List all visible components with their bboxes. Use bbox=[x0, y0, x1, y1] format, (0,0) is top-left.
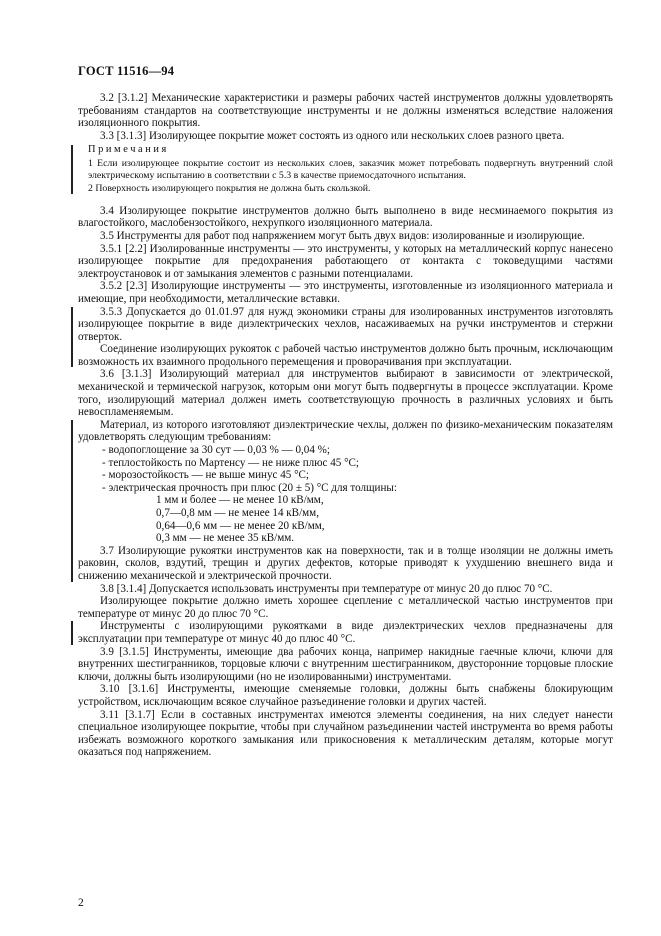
paragraph-3-3: 3.3 [3.1.3] Изолирующее покрытие может состоять из одного или нескольких слоев разного цвета. bbox=[100, 129, 565, 142]
list-subitem: 0,7—0,8 мм — не менее 14 кВ/мм, bbox=[156, 507, 319, 519]
list-subitem: 0,64—0,6 мм — не менее 20 кВ/мм, bbox=[156, 519, 325, 532]
paragraph-3-2: 3.2 [3.1.2] Механические характеристики и размеры рабочих частей инструментов должны удовлетворять требованиям стандартов на соответствующие инструменты и не должны изменяться вследствие наложения изоляционного покрытия. bbox=[78, 92, 613, 130]
notes-title: Примечания bbox=[88, 144, 169, 156]
paragraph-material-requirements: Материал, из которого изготовляют диэлектрические чехлы, должен по физико-механическим показателям удовлетворять следующим требованиям: bbox=[78, 418, 613, 444]
page-header-title: ГОСТ 11516—94 bbox=[78, 64, 175, 78]
list-subitem: 1 мм и более — не менее 10 кВ/мм, bbox=[156, 494, 324, 507]
change-bar bbox=[71, 621, 73, 644]
requirements-list bbox=[78, 444, 613, 545]
revision-block-1 bbox=[78, 306, 613, 369]
paragraph-3-6: 3.6 [3.1.3] Изолирующий материал для инструментов выбирают в зависимости от электрической, механической и термической нагрузок, которым они могут быть подвергнуты в процессе эксплуатации. Кроме того, изолирующий материал должен иметь соответствующую прочность в различных условиях и быть невоспламеняемым. bbox=[78, 368, 613, 419]
note-1: 1 Если изолирующее покрытие состоит из нескольких слоев, заказчик может потребовать подвергнуть внутренний слой электрическому испытанию в соответствии с 5.3 в качестве приемосдаточного испытания. bbox=[88, 157, 613, 181]
change-bar bbox=[71, 420, 73, 582]
notes-block bbox=[78, 144, 613, 194]
paragraph-covers-temperature: Инструменты с изолирующими рукоятками в виде диэлектрических чехлов предназначены для эксплуатации при температуре от минус 40 до плюс 40 °С. bbox=[78, 620, 613, 645]
revision-block-3 bbox=[78, 620, 613, 645]
list-subitem: 0,3 мм — не менее 35 кВ/мм. bbox=[156, 532, 295, 545]
list-item: - электрическая прочность при плюс (20 ± 5) °С для толщины: bbox=[102, 481, 397, 494]
paragraph-3-9: 3.9 [3.1.5] Инструменты, имеющие два рабочих конца, например накидные гаечные ключи, ключи для внутренних шестигранников, торцовые ключи с внутренним шестигранником, двусторонние торцовые плоские ключи, должны быть изолирующими (но не изолированными) инструментами. bbox=[78, 645, 613, 683]
paragraph-3-8: 3.8 [3.1.4] Допускается использовать инструменты при температуре от минус 20 до плюс 70 °С. bbox=[100, 582, 553, 595]
paragraph-3-5-3: 3.5.3 Допускается до 01.01.97 для нужд экономики страны для изолированных инструментов изготовлять изолирующее покрытие в виде диэлектрических чехлов, насаживаемых на ручки инструментов и стержни отверток. bbox=[78, 305, 613, 343]
change-bar bbox=[71, 307, 73, 368]
note-2: 2 Поверхность изолирующего покрытия не должна быть скользкой. bbox=[88, 183, 371, 195]
paragraph-handle-joint: Соединение изолирующих рукояток с рабочей частью инструментов должно быть прочным, исключающим возможность их взаимного продольного перемещения и проворачивания при эксплуатации. bbox=[78, 343, 613, 368]
page-number: 2 bbox=[78, 897, 84, 909]
paragraph-3-7: 3.7 Изолирующие рукоятки инструментов как на поверхности, так и в толще изоляции не должны иметь раковин, сколов, вздутий, трещин и других дефектов, которые приводят к ухудшению внешнего вида и снижению механической и электрической прочности. bbox=[78, 544, 613, 582]
list-item: - водопоглощение за 30 сут — 0,03 % — 0,04 %; bbox=[102, 444, 330, 457]
paragraph-3-4: 3.4 Изолирующее покрытие инструментов должно быть выполнено в виде несминаемого покрытия из влагостойкого, маслобензостойкого, нехрупкого изоляционного материала. bbox=[78, 204, 613, 230]
document-body bbox=[78, 92, 613, 759]
paragraph-3-5-2: 3.5.2 [2.3] Изолирующие инструменты — это инструменты, изготовленные из изоляционного материала и имеющие, при необходимости, металлические вставки. bbox=[78, 280, 613, 305]
list-item: - теплостойкость по Мартенсу — не ниже плюс 45 °С; bbox=[102, 456, 359, 469]
paragraph-3-11: 3.11 [3.1.7] Если в составных инструментах имеются элементы соединения, на них следует нанести специальное изолирующее покрытие, чтобы при случайном разъединении частей инструмента во время работы избежать возможного короткого замыкания или прикосновения к металлическим деталям, которые могут оказаться под напряжением. bbox=[78, 708, 613, 759]
revision-block-2 bbox=[78, 419, 613, 583]
paragraph-3-5-1: 3.5.1 [2.2] Изолированные инструменты — это инструменты, у которых на металлический корпус нанесено изолирующее покрытие для предохранения работающего от контакта с токоведущими частями электроустановок и от замыкания элементов с разными потенциалами. bbox=[78, 242, 613, 280]
list-item: - морозостойкость — не выше минус 45 °С; bbox=[102, 469, 309, 482]
paragraph-adhesion: Изолирующее покрытие должно иметь хорошее сцепление с металлической частью инструментов при температуре от минус 20 до плюс 70 °С. bbox=[78, 595, 613, 620]
paragraph-3-5: 3.5 Инструменты для работ под напряжением могут быть двух видов: изолированные и изолирующие. bbox=[100, 229, 585, 242]
paragraph-3-10: 3.10 [3.1.6] Инструменты, имеющие сменяемые головки, должны быть снабжены блокирующим устройством, исключающим всякое случайное разъединение головки и других частей. bbox=[78, 683, 613, 708]
change-bar bbox=[71, 145, 73, 193]
